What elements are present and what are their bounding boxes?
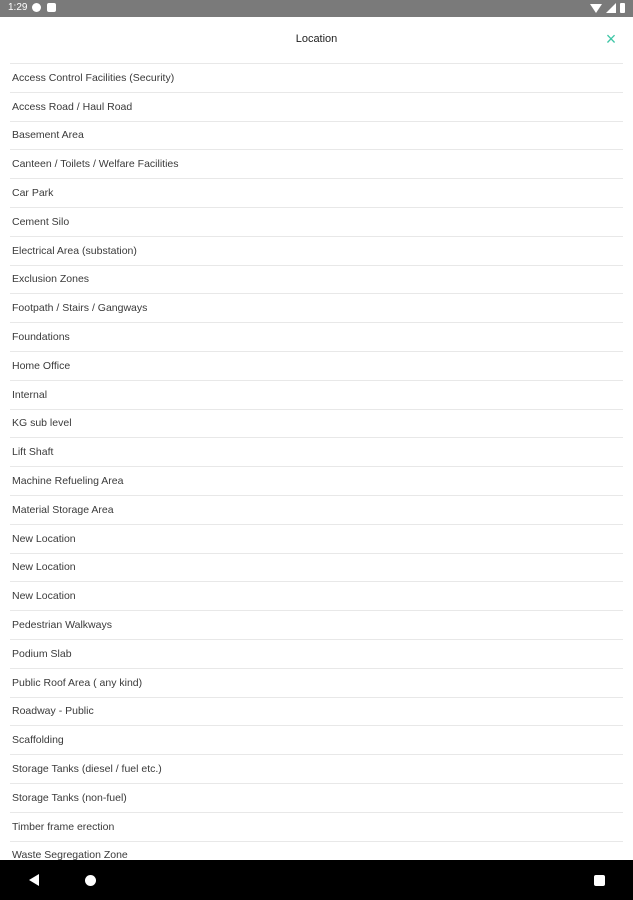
list-item[interactable]: Exclusion Zones <box>10 265 623 294</box>
notification-icons <box>32 3 56 12</box>
list-item[interactable]: Public Roof Area ( any kind) <box>10 668 623 697</box>
close-icon[interactable]: × <box>605 29 617 49</box>
list-item[interactable]: Foundations <box>10 322 623 351</box>
list-item[interactable]: Car Park <box>10 178 623 207</box>
list-item[interactable]: Canteen / Toilets / Welfare Facilities <box>10 149 623 178</box>
back-icon[interactable] <box>29 874 39 886</box>
navigation-bar <box>0 860 633 900</box>
location-list[interactable] <box>0 63 633 860</box>
system-icons <box>590 3 625 13</box>
list-item[interactable]: Internal <box>10 380 623 409</box>
wifi-icon <box>590 4 602 13</box>
list-item[interactable]: Podium Slab <box>10 639 623 668</box>
list-item[interactable]: KG sub level <box>10 409 623 438</box>
home-icon[interactable] <box>85 875 96 886</box>
list-item[interactable]: Access Road / Haul Road <box>10 92 623 121</box>
recent-apps-icon[interactable] <box>594 875 605 886</box>
signal-icon <box>606 3 616 13</box>
list-item[interactable]: Machine Refueling Area <box>10 466 623 495</box>
list-item[interactable]: Scaffolding <box>10 725 623 754</box>
list-item[interactable]: Waste Segregation Zone <box>10 841 623 860</box>
dialog-header <box>0 17 633 63</box>
list-item[interactable]: Timber frame erection <box>10 812 623 841</box>
list-item[interactable]: Material Storage Area <box>10 495 623 524</box>
list-item[interactable]: New Location <box>10 553 623 582</box>
list-item[interactable]: Basement Area <box>10 121 623 150</box>
list-item[interactable]: Storage Tanks (diesel / fuel etc.) <box>10 754 623 783</box>
sd-card-icon <box>47 3 56 12</box>
list-item[interactable]: New Location <box>10 524 623 553</box>
list-item[interactable]: Home Office <box>10 351 623 380</box>
status-bar <box>0 0 633 17</box>
list-item[interactable]: Access Control Facilities (Security) <box>10 63 623 92</box>
sync-icon <box>32 3 41 12</box>
battery-icon <box>620 3 625 13</box>
list-item[interactable]: Pedestrian Walkways <box>10 610 623 639</box>
status-time: 1:29 <box>8 2 28 13</box>
list-item[interactable]: Footpath / Stairs / Gangways <box>10 293 623 322</box>
list-item[interactable]: Electrical Area (substation) <box>10 236 623 265</box>
page-title: Location <box>295 33 338 45</box>
list-item[interactable]: Roadway - Public <box>10 697 623 726</box>
list-item[interactable]: Storage Tanks (non-fuel) <box>10 783 623 812</box>
list-item[interactable]: Lift Shaft <box>10 437 623 466</box>
list-item[interactable]: New Location <box>10 581 623 610</box>
list-item[interactable]: Cement Silo <box>10 207 623 236</box>
